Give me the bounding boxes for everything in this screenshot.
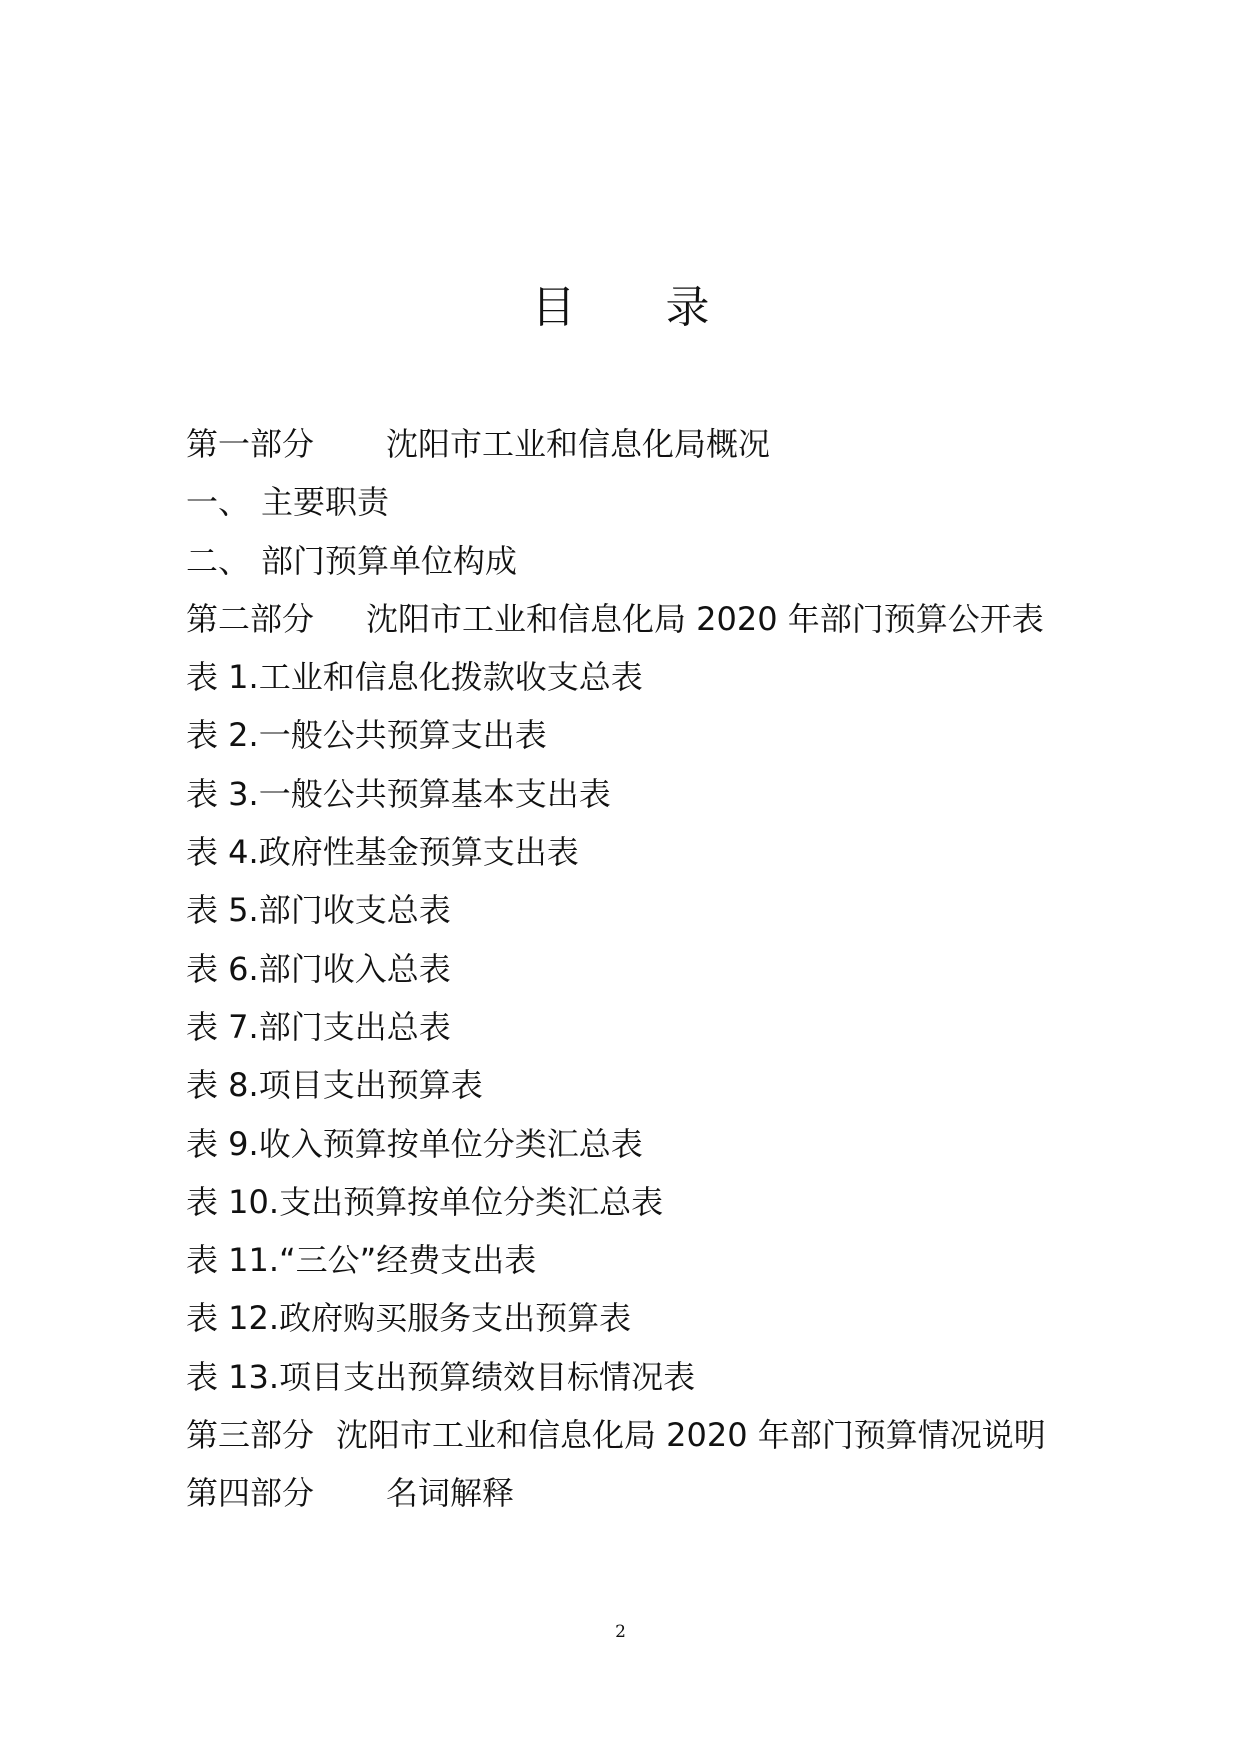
toc-entry-table-5[interactable]: 表 5.部门收支总表 xyxy=(186,891,451,930)
toc-section-label: 二、 xyxy=(186,541,251,580)
toc-section-label: 一、 xyxy=(186,483,251,522)
toc-part-text: 沈阳市工业和信息化局 2020 年部门预算公开表 xyxy=(366,599,1044,638)
toc-entry-table-8[interactable]: 表 8.项目支出预算表 xyxy=(186,1066,483,1105)
toc-entry-part-3[interactable] xyxy=(186,1406,1166,1464)
toc-entry-table-6[interactable]: 表 6.部门收入总表 xyxy=(186,949,451,988)
toc-entry-part-1[interactable] xyxy=(186,415,1166,473)
page-number: 2 xyxy=(615,1622,626,1642)
toc-entry-table-11[interactable]: 表 11.“三公”经费支出表 xyxy=(186,1241,537,1280)
toc-part-label: 第二部分 xyxy=(186,599,315,638)
toc-part-label: 第一部分 xyxy=(186,425,315,463)
toc-entry-table-12[interactable]: 表 12.政府购买服务支出预算表 xyxy=(186,1299,632,1338)
toc-entry-table-4[interactable]: 表 4.政府性基金预算支出表 xyxy=(186,833,579,872)
toc-entry-table-2[interactable]: 表 2.一般公共预算支出表 xyxy=(186,716,547,755)
toc-entry-table-1[interactable]: 表 1.工业和信息化拨款收支总表 xyxy=(186,658,643,697)
toc-entry-table-7[interactable]: 表 7.部门支出总表 xyxy=(186,1007,451,1046)
toc-entry-table-13[interactable]: 表 13.项目支出预算绩效目标情况表 xyxy=(186,1357,696,1396)
toc-part-label: 第三部分 xyxy=(186,1416,315,1455)
toc-title-char-1: 目 xyxy=(531,282,576,333)
toc-part-text: 沈阳市工业和信息化局概况 xyxy=(386,425,771,463)
toc-title-char-2: 录 xyxy=(665,282,710,333)
toc-part-label: 第四部分 xyxy=(186,1474,315,1513)
toc-entry-part-4[interactable] xyxy=(186,1464,1166,1522)
toc-section-text: 部门预算单位构成 xyxy=(261,541,518,580)
toc-entry-table-10[interactable]: 表 10.支出预算按单位分类汇总表 xyxy=(186,1182,664,1221)
toc-entry-part-2[interactable] xyxy=(186,590,1166,648)
toc-title xyxy=(0,278,1241,338)
toc-part-text: 沈阳市工业和信息化局 2020 年部门预算情况说明 xyxy=(336,1416,1046,1455)
toc-entry-section-2[interactable] xyxy=(186,532,1166,590)
toc-part-text: 名词解释 xyxy=(386,1474,515,1513)
toc-entry-section-1[interactable] xyxy=(186,473,1166,531)
toc-entry-table-9[interactable]: 表 9.收入预算按单位分类汇总表 xyxy=(186,1124,643,1163)
toc-section-text: 主要职责 xyxy=(261,483,390,522)
toc-entry-table-3[interactable]: 表 3.一般公共预算基本支出表 xyxy=(186,774,611,813)
table-of-contents xyxy=(186,415,1166,1523)
